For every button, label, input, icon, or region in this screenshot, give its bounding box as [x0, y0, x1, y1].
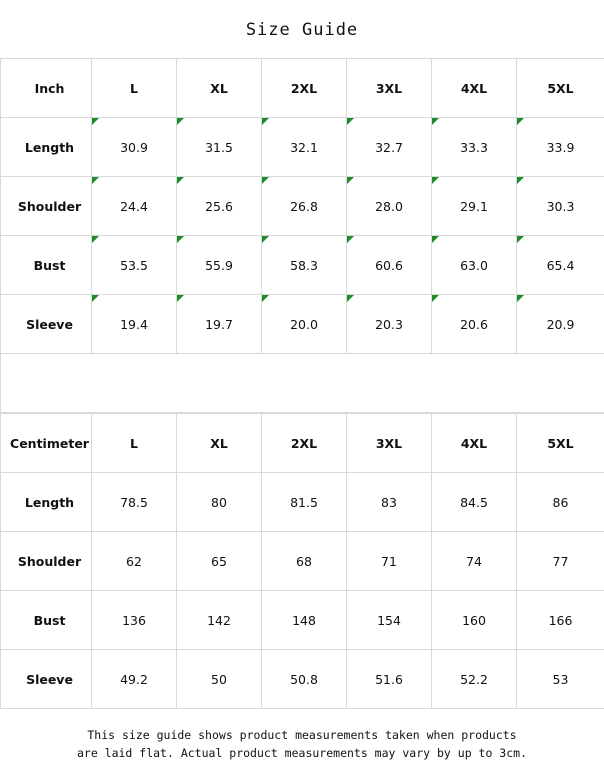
footnote-line-2: are laid flat. Actual product measurements may vary by up to 3cm.: [22, 745, 582, 763]
table-row: [1, 650, 604, 709]
size-header-3xl: 3XL: [347, 414, 432, 473]
row-label-shoulder: Shoulder: [1, 177, 92, 236]
table-row: [1, 236, 604, 295]
size-header-xl: XL: [177, 414, 262, 473]
cell-value: 55.9: [177, 236, 262, 295]
cell-value: 30.3: [517, 177, 604, 236]
size-header-4xl: 4XL: [432, 414, 517, 473]
cell-value: 60.6: [347, 236, 432, 295]
cell-value: 81.5: [262, 473, 347, 532]
cell-value: 33.9: [517, 118, 604, 177]
cell-value: 77: [517, 532, 604, 591]
row-label-bust: Bust: [1, 236, 92, 295]
cell-value: 29.1: [432, 177, 517, 236]
cell-value: 51.6: [347, 650, 432, 709]
table-row: [1, 532, 604, 591]
table-divider-row: [1, 354, 604, 413]
row-label-sleeve: Sleeve: [1, 295, 92, 354]
cell-value: 83: [347, 473, 432, 532]
page-title: Size Guide: [0, 0, 604, 58]
cell-value: 50: [177, 650, 262, 709]
size-header-xl: XL: [177, 59, 262, 118]
row-label-bust: Bust: [1, 591, 92, 650]
cell-value: 20.0: [262, 295, 347, 354]
cell-value: 24.4: [92, 177, 177, 236]
cell-value: 20.3: [347, 295, 432, 354]
cell-value: 26.8: [262, 177, 347, 236]
size-header-4xl: 4XL: [432, 59, 517, 118]
row-label-length: Length: [1, 118, 92, 177]
cell-value: 53.5: [92, 236, 177, 295]
cell-value: 33.3: [432, 118, 517, 177]
cell-value: 32.7: [347, 118, 432, 177]
table-row: [1, 473, 604, 532]
cell-value: 20.6: [432, 295, 517, 354]
table-row: [1, 295, 604, 354]
cell-value: 84.5: [432, 473, 517, 532]
cell-value: 32.1: [262, 118, 347, 177]
cell-value: 68: [262, 532, 347, 591]
cell-value: 31.5: [177, 118, 262, 177]
cell-value: 19.7: [177, 295, 262, 354]
table-row: [1, 591, 604, 650]
cell-value: 58.3: [262, 236, 347, 295]
table-header-row: [1, 59, 604, 118]
table-row: [1, 177, 604, 236]
cell-value: 166: [517, 591, 604, 650]
cell-value: 49.2: [92, 650, 177, 709]
footnote-line-1: This size guide shows product measurements taken when products: [22, 727, 582, 745]
cell-value: 78.5: [92, 473, 177, 532]
cell-value: 71: [347, 532, 432, 591]
cell-value: 52.2: [432, 650, 517, 709]
table-row: [1, 118, 604, 177]
cell-value: 142: [177, 591, 262, 650]
cell-value: 50.8: [262, 650, 347, 709]
cell-value: 65.4: [517, 236, 604, 295]
size-table-inch: [0, 58, 604, 413]
cell-value: 74: [432, 532, 517, 591]
cell-value: 80: [177, 473, 262, 532]
cell-value: 53: [517, 650, 604, 709]
row-label-length: Length: [1, 473, 92, 532]
cell-value: 30.9: [92, 118, 177, 177]
cell-value: 154: [347, 591, 432, 650]
cell-value: 65: [177, 532, 262, 591]
row-label-sleeve: Sleeve: [1, 650, 92, 709]
size-header-3xl: 3XL: [347, 59, 432, 118]
cell-value: 20.9: [517, 295, 604, 354]
cell-value: 63.0: [432, 236, 517, 295]
cell-value: 62: [92, 532, 177, 591]
unit-header: Inch: [1, 59, 92, 118]
cell-value: 160: [432, 591, 517, 650]
cell-value: 19.4: [92, 295, 177, 354]
size-header-5xl: 5XL: [517, 59, 604, 118]
size-header-5xl: 5XL: [517, 414, 604, 473]
row-label-shoulder: Shoulder: [1, 532, 92, 591]
size-table-centimeter: [0, 413, 604, 709]
cell-value: 148: [262, 591, 347, 650]
size-header-2xl: 2XL: [262, 414, 347, 473]
unit-header: Centimeter: [1, 414, 92, 473]
size-header-l: L: [92, 59, 177, 118]
table-header-row: [1, 414, 604, 473]
cell-value: 25.6: [177, 177, 262, 236]
size-header-l: L: [92, 414, 177, 473]
size-header-2xl: 2XL: [262, 59, 347, 118]
footnote: [0, 727, 604, 763]
cell-value: 86: [517, 473, 604, 532]
cell-value: 136: [92, 591, 177, 650]
table-divider: [1, 354, 604, 413]
cell-value: 28.0: [347, 177, 432, 236]
